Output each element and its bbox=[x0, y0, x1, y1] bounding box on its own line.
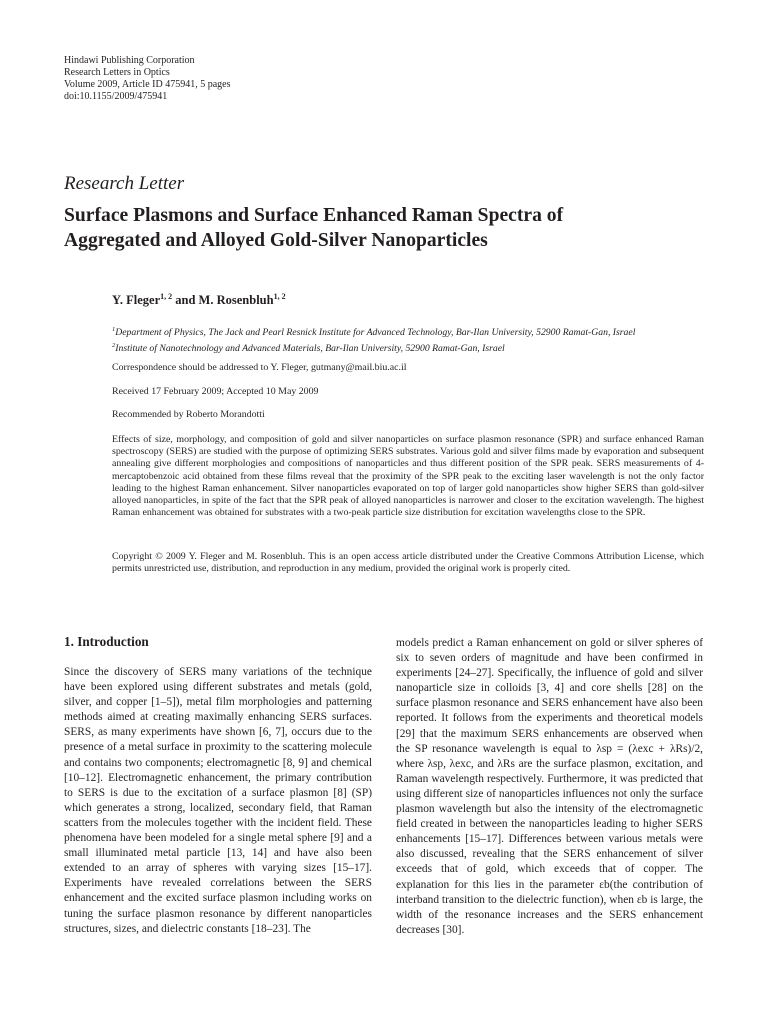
body-column-left: Since the discovery of SERS many variations of the technique have been explored using different substrates and metals (gold, silver, and copper [1–5]), metal film morphologies and patterning methods aimed at creating maximally enhancing SERS surfaces. SERS, as many experiments have shown [6, 7], occurs due to the presence of a metal surface in proximity to the scattering molecule and contains two components; electromagnetic [8, 9] and chemical [10–12]. Electromagnetic enhancement, the primary contribution to SERS is due to the excitation of a surface plasmon [8] (SP) which generates a strong, localized, secondary field, that Raman scatters from the molecules together with the incident field. These phenomena have been modeled for a single metal sphere [9] and a small illuminated metal particle [13, 14] and have also been extended to an array of spheres with varying sizes [15–17]. Experiments have revealed correlations between the SERS enhancement and the excited surface plasmon including works on tuning the surface plasmon resonance by different nanoparticles structures, sizes, and dielectric constants [18–23]. The bbox=[64, 666, 372, 935]
article-type: Research Letter bbox=[64, 173, 185, 194]
copyright-notice: Copyright © 2009 Y. Fleger and M. Rosenbluh. This is an open access article distributed under the Creative Commons Attribution License, which permits unrestricted use, distribution, and reproduction in any medium, provided the original work is properly cited. bbox=[112, 551, 704, 575]
recommended-by: Recommended by Roberto Morandotti bbox=[112, 409, 265, 420]
doi: doi:10.1155/2009/475941 bbox=[64, 91, 168, 102]
correspondence-email-link[interactable]: gutmany@mail.biu.ac.il bbox=[310, 362, 407, 373]
article-title bbox=[64, 203, 714, 253]
title-line-1: Surface Plasmons and Surface Enhanced Raman Spectra of bbox=[64, 205, 564, 226]
correspondence-text: Correspondence should be addressed to Y. Fleger, bbox=[112, 362, 311, 373]
title-line-2: Aggregated and Alloyed Gold-Silver Nanoparticles bbox=[64, 230, 488, 251]
publisher-info bbox=[64, 55, 230, 103]
publisher-name: Hindawi Publishing Corporation bbox=[64, 55, 195, 66]
author-name: Y. Fleger bbox=[112, 293, 161, 308]
author-affiliation-mark: 1, 2 bbox=[273, 292, 286, 301]
author-list bbox=[112, 292, 286, 308]
affiliations bbox=[112, 324, 635, 355]
section-heading: 1. Introduction bbox=[64, 634, 149, 649]
abstract: Effects of size, morphology, and composition of gold and silver nanoparticles on surface plasmon resonance (SPR) and surface enhanced Raman spectroscopy (SERS) are studied with the purpose of optimizing SERS substrates. Various gold and silver films made by evaporation and subsequent annealing give different morphologies and compositions of nanoparticles and thus different position of the SPR peak. SERS measurements of 4-mercaptobenzoic acid obtained from these films reveal that the proximity of the SPR peak to the exciting laser wavelength is not the only factor leading to the highest Raman enhancement. Silver nanoparticles evaporated on top of larger gold nanoparticles show higher SERS than gold-silver alloyed nanoparticles, in spite of the fact that the SPR peak of alloyed nanoparticles is narrower and closer to the excitation wavelength. The highest Raman enhancement was obtained for substrates with a two-peak particle size distribution for excitation wavelengths close to the SPR. bbox=[112, 434, 704, 519]
journal-name: Research Letters in Optics bbox=[64, 67, 170, 78]
body-column-right: models predict a Raman enhancement on gold or silver spheres of six to seven orders of magnitude and have been confirmed in experiments [24–27]. Specifically, the influence of gold and silver nanoparticle size in colloids [3, 4] and core shells [28] on the surface plasmon resonance and SERS enhancement have also been reported. It follows from the experiments and theoretical models [29] that the maximum SERS enhancements are observed when the SP resonance wavelength is equal to λsp = (λexc + λRs)/2, where λsp, λexc, and λRs are the surface plasmon, excitation, and Raman wavelength respectively. Furthermore, it was predicted that using different size of nanoparticles influences not only the surface plasmon wavelength but also the intensity of the electromagnetic field created in between the nanoparticles leading to higher SERS enhancements [15–17]. Differences between various metals were also discussed, revealing that the SERS enhancement of silver exceeds that of gold, which exceeds that of copper. The explanation for this lies in the parameter εb(the contribution of interband transition to the dielectric function), when εb is large, the width of the resonance increases and the SERS enhancement decreases [30]. bbox=[396, 637, 703, 936]
affiliation bbox=[112, 340, 635, 356]
affiliation-text: Department of Physics, The Jack and Pearl Resnick Institute for Advanced Technology, Bar-Ilan University, 52900 Ramat-Gan, Israel bbox=[115, 327, 636, 339]
affiliation-text: Institute of Nanotechnology and Advanced Materials, Bar-Ilan University, 52900 Ramat-Gan, Israel bbox=[115, 342, 505, 354]
affiliation bbox=[112, 324, 635, 340]
correspondence bbox=[112, 362, 406, 374]
author-affiliation-mark: 1, 2 bbox=[160, 292, 173, 301]
affiliation-mark: 1 bbox=[112, 326, 116, 333]
received-accepted-dates: Received 17 February 2009; Accepted 10 May 2009 bbox=[112, 386, 319, 397]
author-connector: and bbox=[172, 293, 199, 308]
affiliation-mark: 2 bbox=[112, 341, 116, 349]
author-name: M. Rosenbluh bbox=[198, 293, 274, 308]
volume-info: Volume 2009, Article ID 475941, 5 pages bbox=[64, 79, 231, 90]
